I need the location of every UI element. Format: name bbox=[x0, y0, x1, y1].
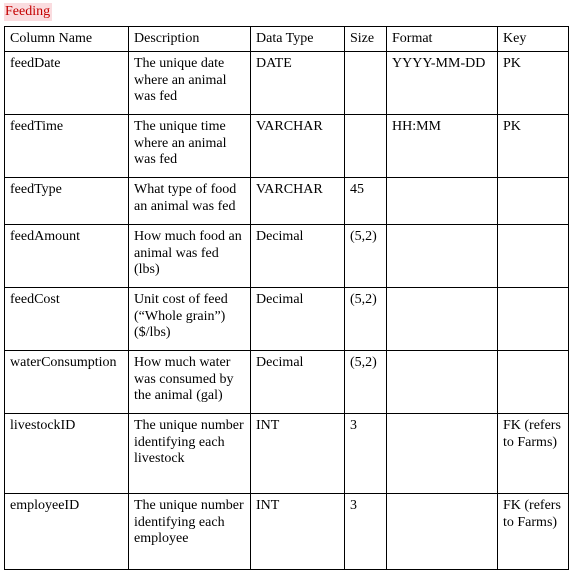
cell-column-name: feedTime bbox=[5, 115, 129, 178]
header-data-type: Data Type bbox=[251, 27, 345, 52]
cell-key: FK (refers to Farms) bbox=[498, 414, 569, 494]
cell-data-type: Decimal bbox=[251, 225, 345, 288]
table-row bbox=[5, 52, 569, 115]
cell-column-name: feedType bbox=[5, 178, 129, 225]
header-size: Size bbox=[345, 27, 387, 52]
cell-size bbox=[345, 52, 387, 115]
cell-description: How much food an animal was fed (lbs) bbox=[129, 225, 251, 288]
cell-data-type: VARCHAR bbox=[251, 115, 345, 178]
cell-column-name: livestockID bbox=[5, 414, 129, 494]
cell-data-type: Decimal bbox=[251, 351, 345, 414]
cell-column-name: feedCost bbox=[5, 288, 129, 351]
cell-data-type: Decimal bbox=[251, 288, 345, 351]
cell-key bbox=[498, 178, 569, 225]
cell-column-name: employeeID bbox=[5, 494, 129, 570]
cell-format: YYYY-MM-DD bbox=[387, 52, 498, 115]
header-description: Description bbox=[129, 27, 251, 52]
cell-key bbox=[498, 351, 569, 414]
cell-description: Unit cost of feed (“Whole grain”) ($/lbs) bbox=[129, 288, 251, 351]
cell-format bbox=[387, 351, 498, 414]
cell-size: 3 bbox=[345, 414, 387, 494]
cell-key: PK bbox=[498, 52, 569, 115]
cell-description: The unique number identifying each livestock bbox=[129, 414, 251, 494]
cell-description: The unique number identifying each employee bbox=[129, 494, 251, 570]
header-column-name: Column Name bbox=[5, 27, 129, 52]
table-row bbox=[5, 178, 569, 225]
table-row bbox=[5, 288, 569, 351]
cell-size: 3 bbox=[345, 494, 387, 570]
cell-key bbox=[498, 225, 569, 288]
cell-data-type: DATE bbox=[251, 52, 345, 115]
cell-column-name: feedDate bbox=[5, 52, 129, 115]
cell-size: (5,2) bbox=[345, 351, 387, 414]
header-format: Format bbox=[387, 27, 498, 52]
cell-data-type: INT bbox=[251, 414, 345, 494]
cell-column-name: waterConsumption bbox=[5, 351, 129, 414]
cell-data-type: INT bbox=[251, 494, 345, 570]
cell-format: HH:MM bbox=[387, 115, 498, 178]
table-row bbox=[5, 115, 569, 178]
cell-description: How much water was consumed by the animal (gal) bbox=[129, 351, 251, 414]
cell-format bbox=[387, 225, 498, 288]
cell-description: The unique date where an animal was fed bbox=[129, 52, 251, 115]
table-row bbox=[5, 351, 569, 414]
cell-data-type: VARCHAR bbox=[251, 178, 345, 225]
header-row bbox=[5, 27, 569, 52]
cell-size bbox=[345, 115, 387, 178]
cell-format bbox=[387, 494, 498, 570]
cell-description: The unique time where an animal was fed bbox=[129, 115, 251, 178]
cell-description: What type of food an animal was fed bbox=[129, 178, 251, 225]
table-row bbox=[5, 225, 569, 288]
table-row bbox=[5, 494, 569, 570]
cell-key bbox=[498, 288, 569, 351]
cell-size: 45 bbox=[345, 178, 387, 225]
cell-format bbox=[387, 178, 498, 225]
table-row bbox=[5, 414, 569, 494]
cell-format bbox=[387, 414, 498, 494]
header-key: Key bbox=[498, 27, 569, 52]
table-title: Feeding bbox=[5, 4, 51, 19]
cell-key: PK bbox=[498, 115, 569, 178]
cell-format bbox=[387, 288, 498, 351]
cell-size: (5,2) bbox=[345, 288, 387, 351]
cell-size: (5,2) bbox=[345, 225, 387, 288]
cell-column-name: feedAmount bbox=[5, 225, 129, 288]
feeding-data-dictionary-table bbox=[4, 26, 569, 570]
cell-key: FK (refers to Farms) bbox=[498, 494, 569, 570]
